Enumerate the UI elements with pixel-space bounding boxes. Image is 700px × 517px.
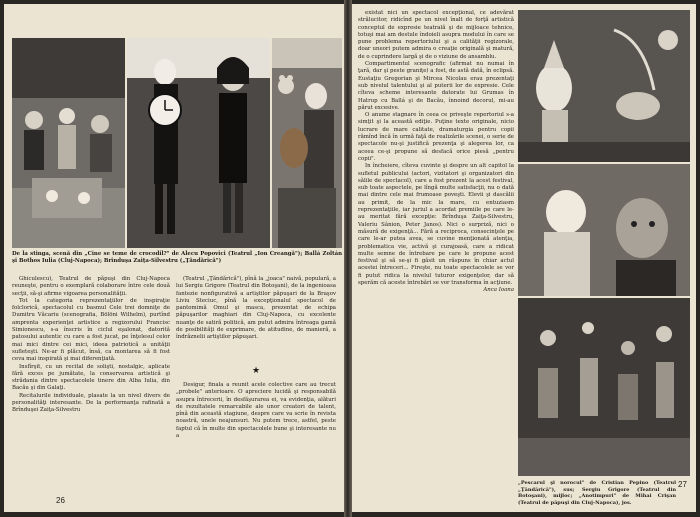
paragraph: In încheiere, cîteva cuvinte şi despre un alt capitol la sufletul publicului (actori, vizitatori şi organizatori din sălile de spectacol), care a fost prezent la acest festival, sub toate aspectele, pe lîngă multe satisfacţii, nu o dată mai dintre cele mai frumoase poveşti. Elevii şi dascălii au primit, de la mic la mare, cu entuziasm reprezentaţiile, iar juriul a acordat premiile pe care le-au meritat fără excepţie: Brînduşa Zaiţa-Silvestru, Valeriu Sânion, Peter Janos). Nici o surpriză, nici o măsură de exigenţă... Fără a reciproca, consecinţele pe care le-ar putea avea, se cuvine menţionată atenţia, problematica vie, activă şi curajoasă, care a ridicat multe semne de întrebare pe care le propune acest festival şi să se-şi fi găsit un răspuns în chiar actul acestei întreceri... Fireşte, nu toate spectacolele se vor fi putut ridica la nivelul tuturor exigenţelor, dar să sperăm că aceste întrebări se vor transforma în acţiune. xyxy=(358,163,514,286)
photo-fisherman-puppet xyxy=(518,10,690,162)
puppet-scene-illustration xyxy=(12,38,125,248)
section-star-divider: ★ xyxy=(252,366,261,376)
book-gutter xyxy=(344,0,352,517)
fisherman-puppet-illustration xyxy=(518,10,690,162)
right-page-column xyxy=(358,10,514,295)
clock-actors-illustration xyxy=(127,38,270,248)
photo-puppet-stage-scene xyxy=(12,38,125,248)
photo-clock-actors xyxy=(127,38,270,248)
left-page xyxy=(4,4,344,512)
photo-solo-puppeteer xyxy=(272,38,342,248)
article-signature: Anca Ioana xyxy=(483,287,514,294)
solo-puppeteer-illustration xyxy=(272,38,342,248)
right-page xyxy=(352,4,696,512)
paragraph: Desigur, finala a reunit acele colective care au trecut „probele" anterioare. O apreciere lucidă şi responsabilă asupra întrecerii, în desfăşurarea ei, va evidenţia, alături de rezultatele remarcabile ale unor creatori de talent, pînă din această stagiune, despre care va scrie în revista noastră, unele neajunsuri. Nu putem trece, astfel, peste faptul că în multe din spectacolele bune şi interesante nu a xyxy=(176,382,336,440)
page-number-left: 26 xyxy=(56,496,65,505)
left-page-column-1 xyxy=(12,276,170,415)
photo-anotimpuri-scene xyxy=(518,298,690,476)
paragraph: Tot la categoria reprezentaţiilor de inspiraţie folclorică, spectacolul cu basmul Cele trei domniţe de Dumitru Văcariu (scenografia, Bölöni Wilhelm), purtînd amprenta experienţei artistice a regizorului Francisc Simionescu, s-a înscris în ciclul eşalonat, datorită patosului autentic cu care a fost jucat, pe înţelesul celor mai mici dintre cei mici, ideea patriotică a unităţii sufleteşti. Ne-ar fi plăcut, însă, ca montarea să fi fost ceva mai inspirată şi mai diferenţiată. xyxy=(12,297,170,363)
paragraph: Ghiculescu), Teatrul de păpuşi din Cluj-Napoca reuneşte, pentru o exemplară colaborare între cele două secţii, să-şi afirme vigoarea personalităţii. xyxy=(12,276,170,297)
puppeteer-with-puppet-illustration xyxy=(518,164,690,296)
right-photos-caption: „Pescarul şi norocul" de Cristian Pepino (Teatrul „Ţăndărică"), sus; Sergiu Grigore (Teatrul din Botoşani), mijloc; „Anotimpuri" de Mihai Crişan (Teatrul de păpuşi din Cluj-Napoca), jos. xyxy=(518,480,676,506)
anotimpuri-scene-illustration xyxy=(518,298,690,476)
paragraph: Insfîrşit, cu un recital de solişti, nostalgic, aplicate fără exces pe jumătate, la conservarea artistică şi strădania dintre spectacolele tinere din Alba Iulia, din Bacău şi din Galaţi. xyxy=(12,363,170,392)
left-page-column-2 xyxy=(176,276,336,342)
paragraph: existat nici un spectacol excepţional, ce adevărat strălucitor, ridicînd pe un nivel înalt de forţă artistică conceptul de expresie teatrală şi de mijloace tehnice, totuşi mai am destule îndoieli asupra modului în care se pune problema repertoriului şi a calităţii regizorale, doar uneori putem admira o creaţie originală şi matură, de o cuprindere largă şi de o viziune de ansamblu. xyxy=(358,10,514,60)
left-photos-caption: De la stinga, scenă din „Cine se teme de crocodil?" de Alecu Popovici (Teatrul „Ion Creangă"); Ballá Zoltán şi Bothos Iulia (Cluj-Napoca); Brînduşa Zaiţa-Silvestru („Ţăndărică") xyxy=(12,251,342,265)
paragraph: Recitalurile individuale, plasate la un nivel divers de personalităţi interesante. De la performanţa rafinată a Brînduşei Zaiţa-Silvestru xyxy=(12,392,170,414)
left-page-column-2-continued xyxy=(176,382,336,440)
page-number-right: 27 xyxy=(678,480,687,489)
paragraph: Compartimentul scenografic (afirmat nu numai în ţară, dar şi peste graniţe) a fost, de astă dată, în eclipsă. Eustaţiu Gregorian şi Mircea Nicolau erau prezentaţi sub nivelul talentului şi al puterii lor de expresie. Cele cîteva scheme interesante datorate lui Grumas în Hatrup cu Ballá şi de Bacău, înnoind decorul, mi-au părut excesive. xyxy=(358,61,514,111)
paragraph: (Teatrul „Ţăndărică"), pînă la „joaca" naivă, populară, a lui Sergiu Grigore (Teatrul din Botoşani), de la ingenioasa fantezie nonfigurativă a artiştilor păpuşari de la Braşov Liviu Steciuc, pînă la excepţionalul spectacol de pantomimă Omul şi masca, prezentat de echipa păpuşarilor maghiari din Cluj-Napoca, cu excelente nuanţe de satiră politică, am putut admira întreaga gamă de posibilităţi de exprimare, de atitudine, de manieră, a îndrăznelii artiştilor păpuşari. xyxy=(176,276,336,341)
photo-puppeteer-with-puppet xyxy=(518,164,690,296)
paragraph: O anume stagnare în ceea ce priveşte repertoriul s-a simţit şi la această ediţie. Puţine texte originale, nicio lucrare de mare calitate, dramaturgia pentru copii rămînd încă în urmă faţă de realizările scenei, o serie de spectacole nu-şi justifică prezenţa şi alegerea lor, ca aceea ce-şi propune să desfacă orice piesă „pentru copii". xyxy=(358,112,514,162)
